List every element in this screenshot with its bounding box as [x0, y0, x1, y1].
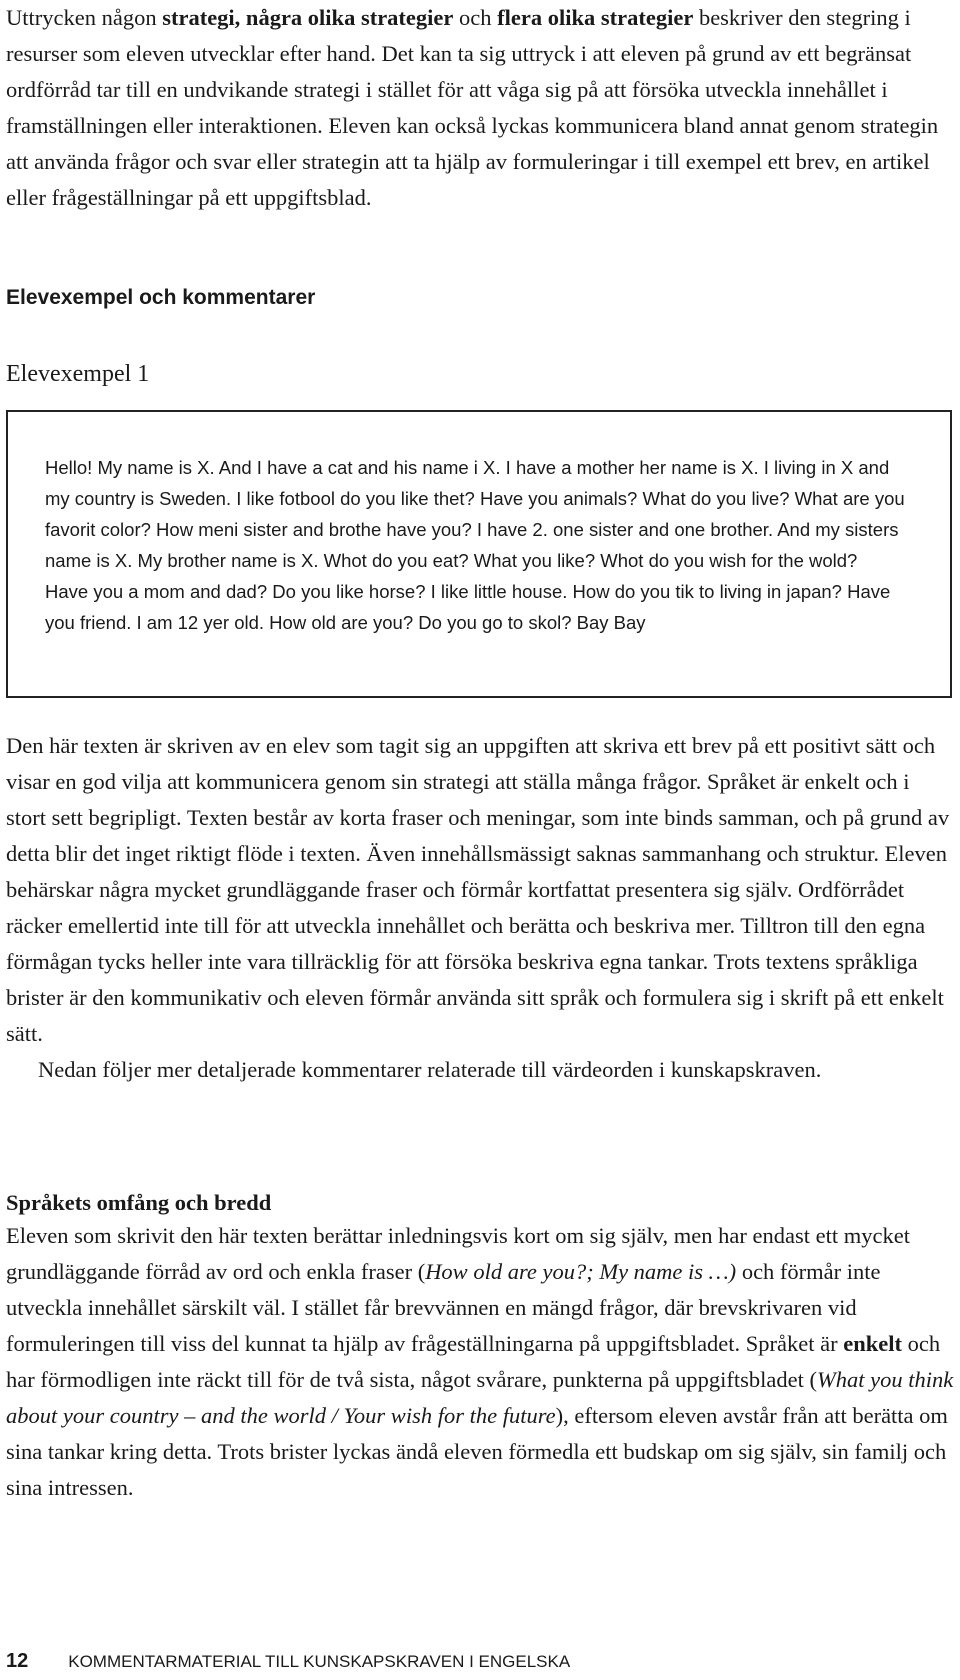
intro-paragraph [6, 0, 954, 216]
page-footer [6, 1650, 570, 1673]
section-heading: Elevexempel och kommentarer [6, 286, 316, 309]
commentary [6, 728, 954, 1088]
scope-text: och förmår inte utveckla innehållet särskilt väl. I stället får brevvännen en mängd frågor, där brevskrivaren vid formuleringen till viss del kunnat ta hjälp av frågeställningarna på uppgiftsbladet. Språket är [6, 1259, 881, 1356]
scope-italic-quote: How old are you?; My name is …) [425, 1259, 737, 1284]
commentary-paragraph: Nedan följer mer detaljerade kommentarer relaterade till värdeorden i kunskapskraven. [38, 1057, 822, 1082]
student-example-text: Hello! My name is X. And I have a cat and his name i X. I have a mother her name is X. I living in X and my country is Sweden. I like fotbool do you like thet? Have you animals? What do you live? What are you favorit color? How meni sister and brothe have you? I have 2. one sister and one brother. And my sisters name is X. My brother name is X. Whot do you eat? What you like? Whot do you wish for the wold? Have you a mom and dad? Do you like horse? I like little house. How do you tik to living in japan? Have you friend. I am 12 yer old. How old are you? Do you go to skol? Bay Bay [45, 457, 905, 633]
intro-bold-term: flera olika strategier [497, 5, 694, 30]
footer-title: KOMMENTARMATERIAL TILL KUNSKAPSKRAVEN I ENGELSKA [68, 1652, 571, 1671]
scope-paragraph [6, 1218, 954, 1506]
subsection-heading: Språkets omfång och bredd [6, 1190, 272, 1215]
student-example-box [6, 410, 952, 698]
example-heading: Elevexempel 1 [6, 361, 150, 387]
intro-text: Uttrycken någon [6, 5, 163, 30]
scope-text: ), eftersom eleven avstår från att berätta om sina tankar kring detta. Trots brister lyckas ändå eleven förmedla ett budskap om sig själv, sin familj och sina intressen. [6, 1403, 948, 1500]
scope-text: Eleven som skrivit den här texten berättar inledningsvis kort om sig själv, men har endast ett mycket grundläggande förråd av ord och enkla fraser ( [6, 1223, 910, 1284]
scope-text: och har förmodligen inte räckt till för de två sista, något svårare, punkterna på uppgiftsbladet ( [6, 1331, 941, 1392]
commentary-paragraph: Den här texten är skriven av en elev som tagit sig an uppgiften att skriva ett brev på ett positivt sätt och visar en god vilja att kommunicera genom sin strategi att ställa många frågor. Språket är enkelt och i stort sett begripligt. Texten består av korta fraser och meningar, som inte binds samman, och på grund av detta blir det inget riktigt flöde i texten. Även innehållsmässigt saknas sammanhang och struktur. Eleven behärskar några mycket grundläggande fraser och förmår kortfattat presentera sig själv. Ordförrådet räcker emellertid inte till för att utveckla innehållet och berätta och beskriva mer. Tilltron till den egna förmågan tycks heller inte vara tillräcklig för att försöka beskriva egna tankar. Trots textens språkliga brister är den kommunikativ och eleven förmår använda sitt språk och formulera sig i skrift på ett enkelt sätt. [6, 733, 950, 1046]
page-number: 12 [6, 1650, 29, 1672]
intro-text: beskriver den stegring i resurser som eleven utvecklar efter hand. Det kan ta sig uttryck i att eleven på grund av ett begränsat ordförråd tar till en undvikande strategi i stället för att våga sig på att försöka utveckla innehållet i framställningen eller interaktionen. Eleven kan också lyckas kommunicera bland annat genom strategin att använda frågor och svar eller strategin att ta hjälp av formuleringar i till exempel ett brev, en artikel eller frågeställningar på ett uppgiftsblad. [6, 5, 939, 210]
scope-italic-quote: What you think about your country – and the world / Your wish for the future [6, 1367, 954, 1428]
scope-bold-term: enkelt [843, 1331, 903, 1356]
intro-bold-term: strategi, några olika strategier [162, 5, 454, 30]
intro-text: och [453, 5, 498, 30]
